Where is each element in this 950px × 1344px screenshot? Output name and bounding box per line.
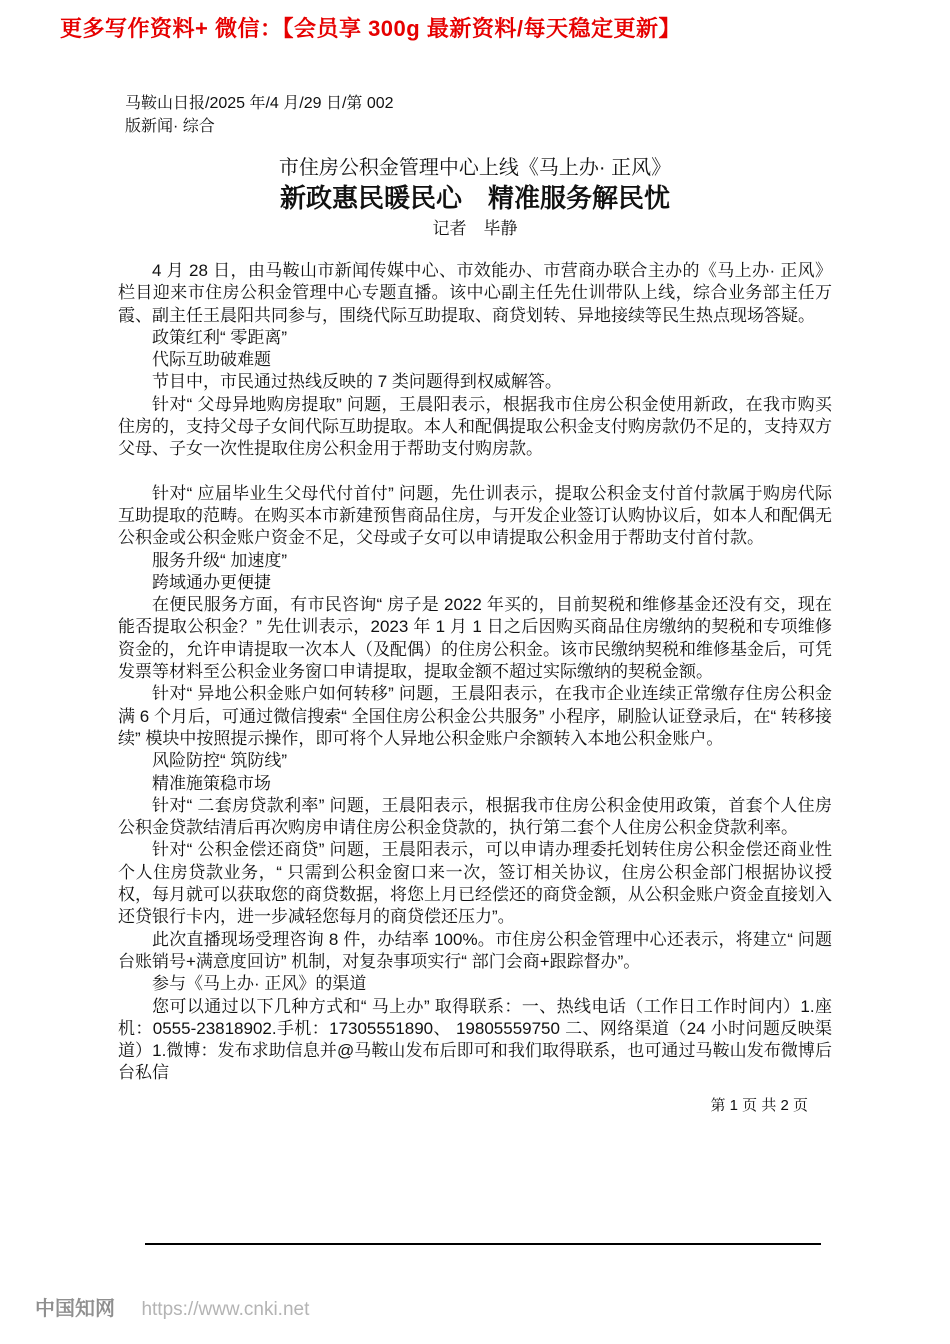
- section-heading: 代际互助破难题: [152, 350, 271, 370]
- section-heading: 参与《马上办· 正风》的渠道: [152, 974, 367, 994]
- page-indicator: 第 1 页 共 2 页: [710, 1097, 808, 1114]
- body-paragraph: 4 月 28 日，由马鞍山市新闻传媒中心、市效能办、市营商办联合主办的《马上办· 正风》栏目迎来市住房公积金管理中心专题直播。该中心副主任先仕训带队上线，综合业务部主任万霞、副主任王晨阳共同参与，围绕代际互助提取、商贷划转、异地接续等民生热点现场答疑。: [118, 261, 832, 325]
- title-block: [118, 155, 832, 241]
- body-paragraph: 在便民服务方面，有市民咨询“ 房子是 2022 年买的，目前契税和维修基金还没有交，现在能否提取公积金？” 先仕训表示，2023 年 1 月 1 日之后因购买商品住房缴纳的契税和专项维修资金的，允许申请提取一次本人（及配偶）的住房公积金。该市民缴纳契税和维修基金后，可凭发票等材料至公积金业务窗口申请提取，提取金额不超过实际缴纳的契税金额。: [118, 595, 832, 682]
- section-heading: 服务升级“ 加速度”: [152, 550, 288, 570]
- article-body: [118, 260, 832, 1085]
- body-paragraph: 针对“ 异地公积金账户如何转移” 问题，王晨阳表示，在我市企业连续正常缴存住房公积金满 6 个月后，可通过微信搜索“ 全国住房公积金公共服务” 小程序，刷脸认证登录后，在“ 转移接续” 模块中按照提示操作，即可将个人异地公积金账户余额转入本地公积金账户。: [118, 684, 832, 748]
- section-heading: 政策红利“ 零距离”: [152, 327, 288, 347]
- article-byline: 记者 毕静: [432, 219, 518, 238]
- footer-divider: [145, 1243, 821, 1245]
- cnki-logo-text: 中国知网: [35, 1298, 115, 1320]
- body-paragraph: 节目中，市民通过热线反映的 7 类问题得到权威解答。: [152, 372, 562, 392]
- section-heading: 风险防控“ 筑防线”: [152, 751, 288, 771]
- promo-banner-text: 更多写作资料+ 微信：【会员享 300g 最新资料/每天稳定更新】: [60, 16, 681, 41]
- body-paragraph: 针对“ 二套房贷款利率” 问题，王晨阳表示，根据我市住房公积金使用政策，首套个人住房公积金贷款结清后再次购房申请住房公积金贷款的，执行第二套个人住房公积金贷款利率。: [118, 795, 832, 838]
- source-info: [125, 92, 394, 138]
- section-heading: 精准施策稳市场: [152, 773, 271, 793]
- body-paragraph: 您可以通过以下几种方式和“ 马上办” 取得联系：一、热线电话（工作日工作时间内）1.座机：0555-23818902.手机：17305551890、 19805559750 二、网络渠道（24 小时问题反映渠道）1.微博：发布求助信息并@马鞍山发布后即可和我们取得联系，也可通过马鞍山发布微博后台私信: [118, 996, 832, 1083]
- body-paragraph: 此次直播现场受理咨询 8 件，办结率 100%。市住房公积金管理中心还表示，将建立“ 问题台账销号+满意度回访” 机制，对复杂事项实行“ 部门会商+跟踪督办”。: [118, 929, 832, 971]
- cnki-url: https://www.cnki.net: [141, 1299, 310, 1320]
- article-title: 新政惠民暖民心 精准服务解民忧: [279, 183, 670, 213]
- article-subtitle: 市住房公积金管理中心上线《马上办· 正风》: [278, 157, 672, 179]
- body-paragraph: 针对“ 公积金偿还商贷” 问题，王晨阳表示，可以申请办理委托划转住房公积金偿还商业性个人住房贷款业务，“ 只需到公积金窗口来一次，签订相关协议，住房公积金部门根据协议授权，每月就可以获取您的商贷数据，将您上月已经偿还的商贷金额，从公积金账户资金直接划入还贷银行卡内，进一步减轻您每月的商贷偿还压力”。: [118, 840, 832, 927]
- section-heading: 跨域通办更便捷: [152, 572, 271, 592]
- cnki-watermark: [35, 1292, 309, 1321]
- source-line-2: 版新闻· 综合: [125, 118, 215, 135]
- body-paragraph: 针对“ 父母异地购房提取” 问题，王晨阳表示，根据我市住房公积金使用新政，在我市购买住房的，支持父母子女间代际互助提取。本人和配偶提取公积金支付购房款仍不足的，支持双方父母、子女一次性提取住房公积金用于帮助支付购房款。: [118, 394, 832, 459]
- source-line-1: 马鞍山日报/2025 年/4 月/29 日/第 002: [125, 95, 394, 112]
- body-paragraph: 针对“ 应届毕业生父母代付首付” 问题，先仕训表示，提取公积金支付首付款属于购房代际互助提取的范畴。在购买本市新建预售商品住房，与开发企业签订认购协议后，如本人和配偶无公积金或公积金账户资金不足，父母或子女可以申请提取公积金用于帮助支付首付款。: [118, 483, 832, 548]
